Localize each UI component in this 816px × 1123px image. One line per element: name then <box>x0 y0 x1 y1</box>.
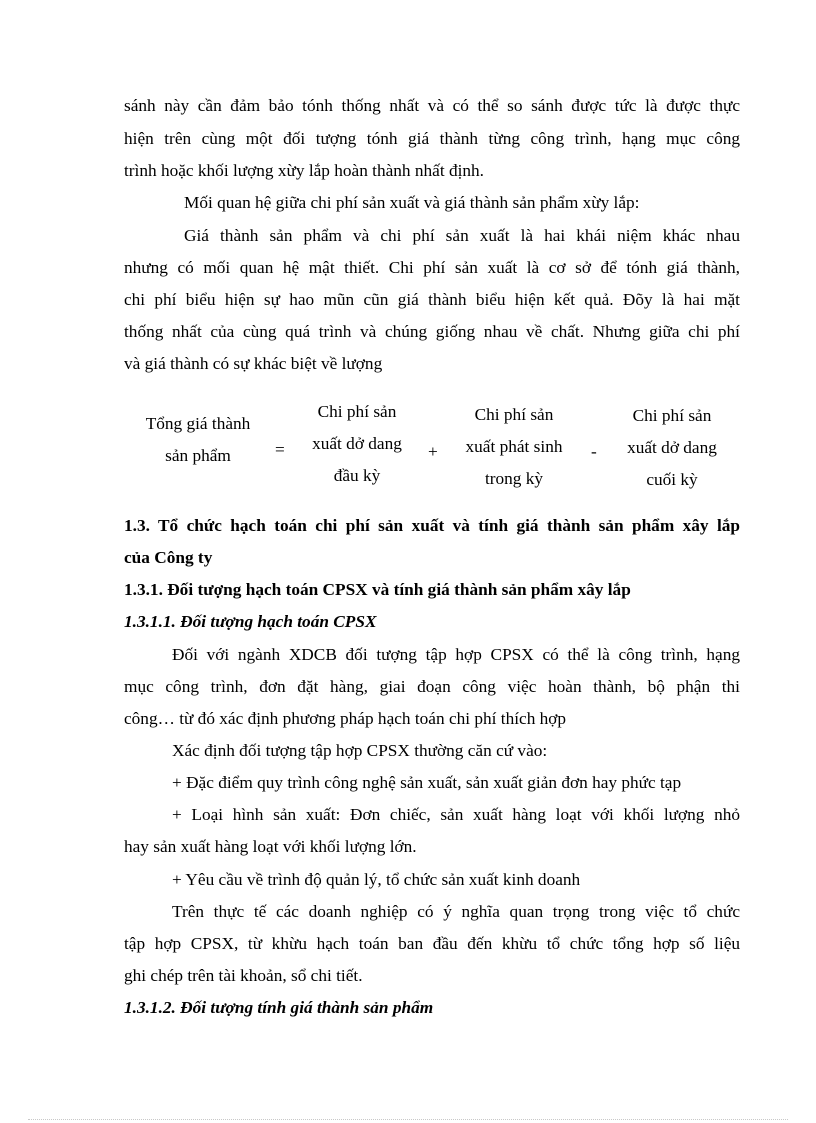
intro-line-2: hiện trên cùng một đối tượng tónh giá thành từng công trình, hạng mục công <box>124 129 740 148</box>
relation-heading: Mối quan hệ giữa chi phí sản xuất và giá thành sản phẩm xừy lắp: <box>184 193 640 212</box>
section-1-3-heading-line-1: 1.3. Tổ chức hạch toán chi phí sản xuất và tính giá thành sản phẩm xây lắp <box>124 516 740 535</box>
relation-line-1: Giá thành sản phẩm và chi phí sản xuất là hai khái niệm khác nhau <box>184 226 740 245</box>
page-bottom-rule <box>28 1119 788 1120</box>
basis-intro: Xác định đối tượng tập hợp CPSX thường căn cứ vào: <box>172 741 548 760</box>
section-1-3-1-1-heading: 1.3.1.1. Đối tượng hạch toán CPSX <box>124 612 377 631</box>
formula-plus: + <box>428 442 438 461</box>
term1-line-1: Chi phí sản <box>317 402 397 421</box>
term2-line-2: xuất phát sinh <box>465 437 563 456</box>
body2-line-3: ghi chép trên tài khoản, sổ chi tiết. <box>124 966 363 985</box>
bullet-2-line-2: hay sản xuất hàng loạt với khối lượng lớn. <box>124 837 417 856</box>
formula-result <box>128 408 268 472</box>
term3-line-1: Chi phí sản <box>632 406 712 425</box>
term2-line-1: Chi phí sản <box>474 405 554 424</box>
formula-result-line-1: Tổng giá thành <box>145 414 251 433</box>
body1-line-2: mục công trình, đơn đặt hàng, giai đoạn công việc hoàn thành, bộ phận thi <box>124 677 740 696</box>
term2-line-3: trong kỳ <box>484 469 544 488</box>
relation-line-5: và giá thành có sự khác biệt về lượng <box>124 354 383 373</box>
body2-line-2: tập hợp CPSX, từ khừu hạch toán ban đầu đến khừu tổ chức tổng hợp số liệu <box>124 934 740 953</box>
intro-line-1: sánh này cần đảm bảo tónh thống nhất và có thể so sánh được tức là được thực <box>124 96 740 115</box>
section-1-3-1-2-heading: 1.3.1.2. Đối tượng tính giá thành sản phẩm <box>124 998 434 1017</box>
term1-line-3: đầu kỳ <box>333 466 381 485</box>
relation-line-3: chi phí biểu hiện sự hao mũn cũn giá thành biểu hiện kết quả. Đõy là hai mặt <box>124 290 740 309</box>
relation-line-4: thống nhất của cùng quá trình và chúng giống nhau về chất. Nhưng giữa chi phí <box>124 322 740 341</box>
formula-term-incurred <box>448 399 580 495</box>
formula-term-closing-wip <box>608 400 736 496</box>
bullet-1: + Đặc điểm quy trình công nghệ sản xuất, sản xuất giản đơn hay phức tạp <box>172 773 682 792</box>
intro-line-3: trình hoặc khối lượng xừy lắp hoàn thành nhất định. <box>124 161 484 180</box>
formula-result-line-2: sản phẩm <box>165 446 231 465</box>
relation-line-2: nhưng có mối quan hệ mật thiết. Chi phí sản xuất là cơ sở để tónh giá thành, <box>124 258 740 277</box>
formula-term-opening-wip <box>292 396 422 492</box>
bullet-3: + Yêu cầu về trình độ quản lý, tổ chức sản xuất kinh doanh <box>172 870 581 889</box>
formula-minus: - <box>591 442 597 461</box>
section-1-3-1-heading: 1.3.1. Đối tượng hạch toán CPSX và tính giá thành sản phẩm xây lắp <box>124 580 631 599</box>
term1-line-2: xuất dở dang <box>312 434 402 453</box>
body1-line-1: Đối với ngành XDCB đối tượng tập hợp CPSX có thể là công trình, hạng <box>172 645 740 664</box>
term3-line-3: cuối kỳ <box>646 470 698 489</box>
formula-equals: = <box>275 440 285 459</box>
body2-line-1: Trên thực tế các doanh nghiệp có ý nghĩa quan trọng trong việc tổ chức <box>172 902 740 921</box>
term3-line-2: xuất dở dang <box>627 438 717 457</box>
bullet-2-line-1: + Loại hình sản xuất: Đơn chiếc, sản xuất hàng loạt với khối lượng nhỏ <box>172 805 740 824</box>
body1-line-3: công… từ đó xác định phương pháp hạch toán chi phí thích hợp <box>124 709 567 728</box>
section-1-3-heading-line-2: của Công ty <box>124 548 213 567</box>
